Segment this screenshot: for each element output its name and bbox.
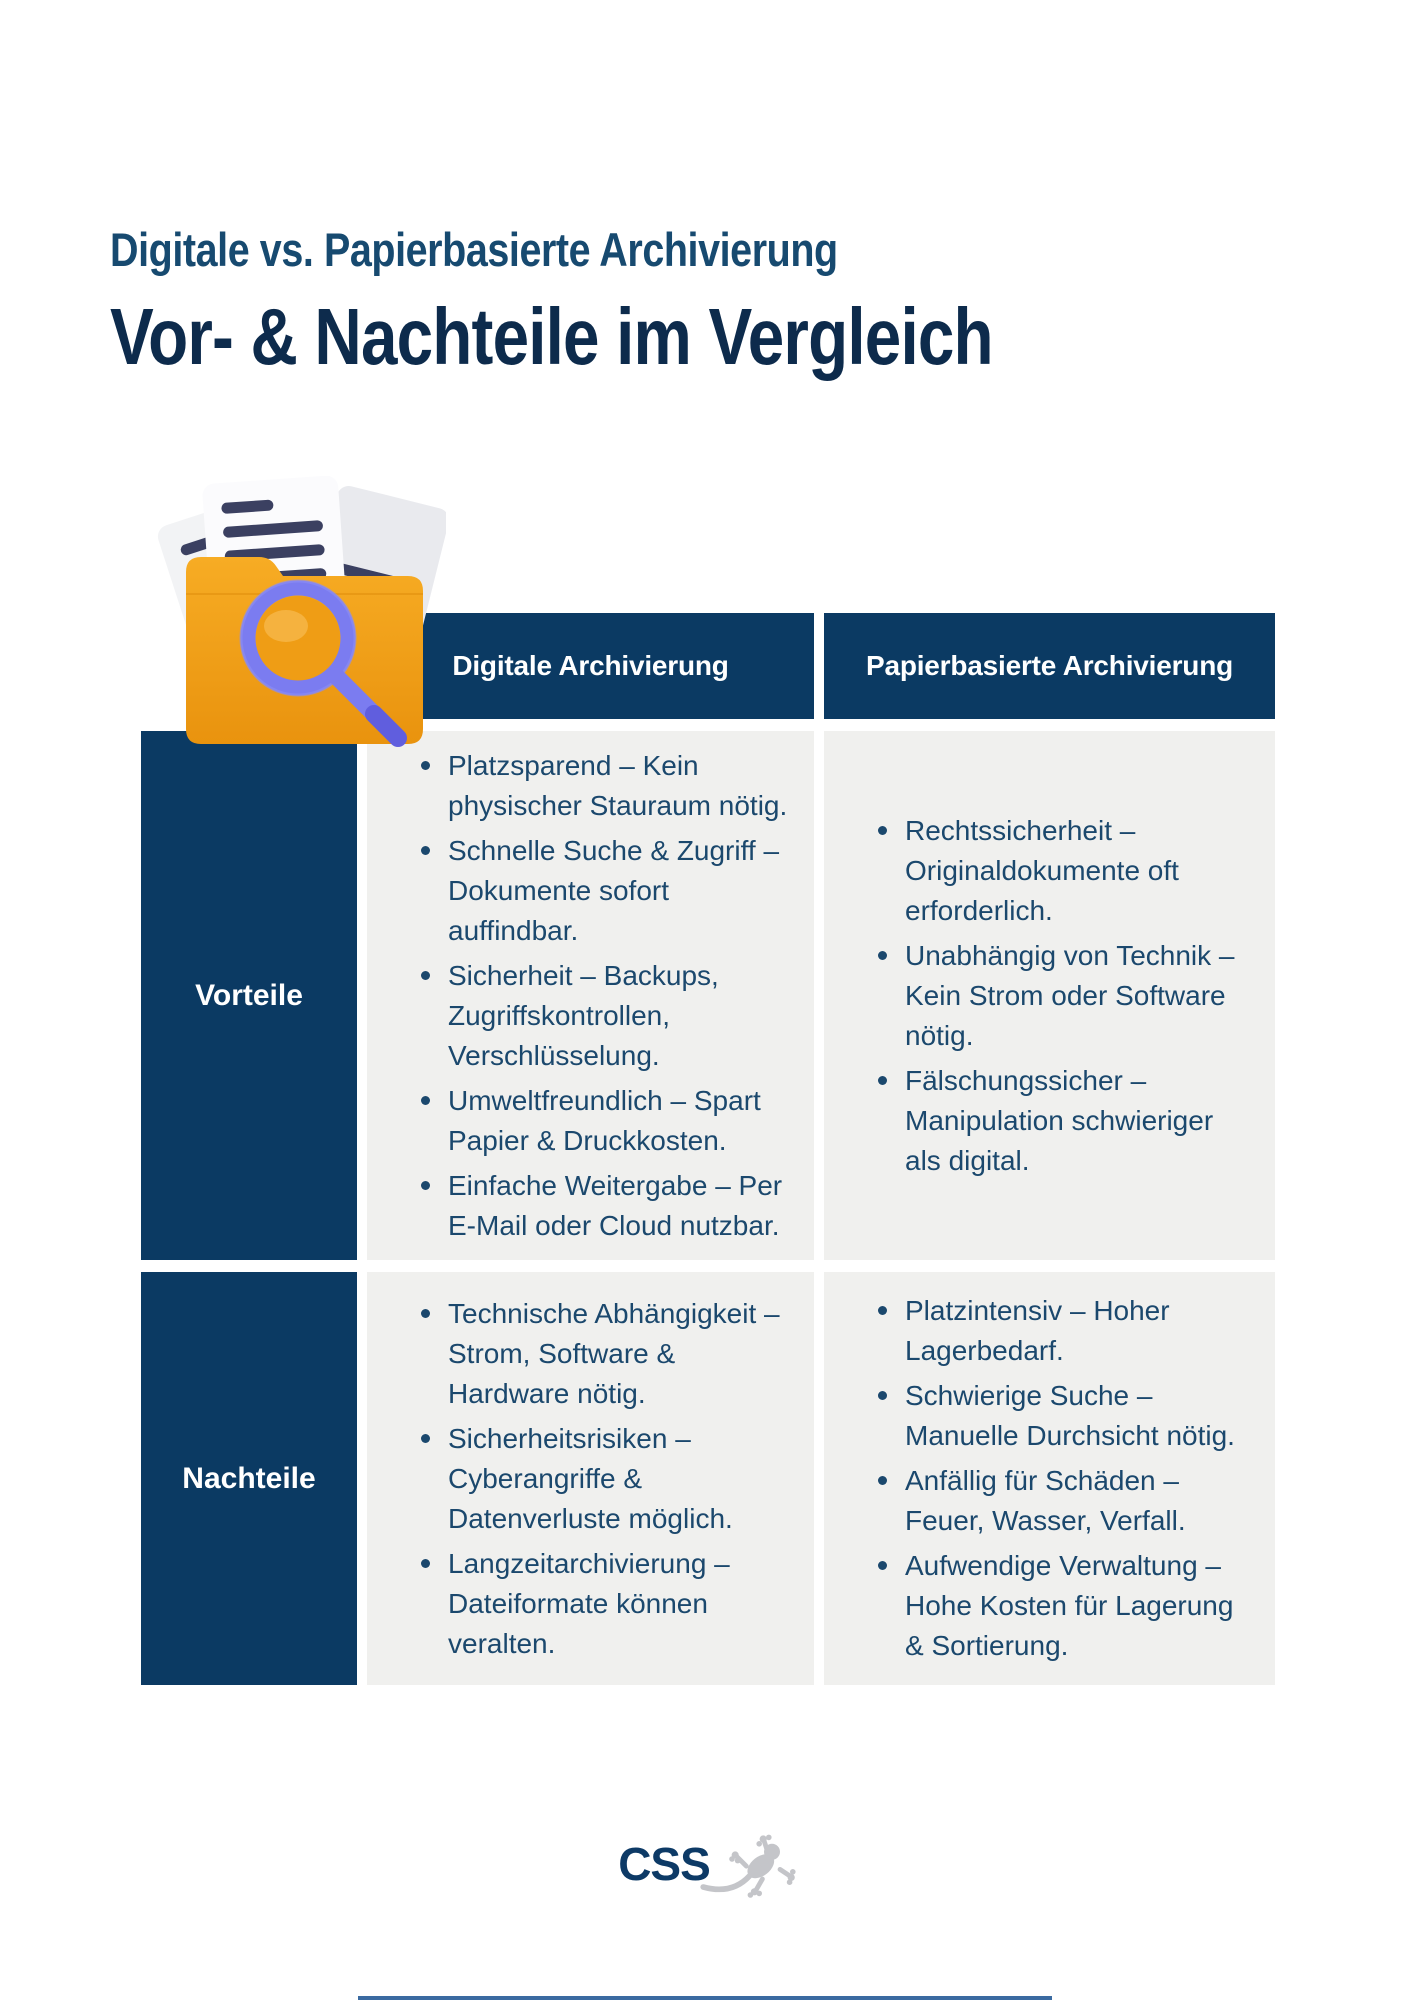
bullet-item: Anfällig für Schäden – Feuer, Wasser, Verfall.	[876, 1461, 1251, 1541]
page-subtitle: Digitale vs. Papierbasierte Archivierung	[110, 223, 838, 276]
bullet-item: Einfache Weitergabe – Per E-Mail oder Cloud nutzbar.	[419, 1166, 790, 1246]
bullet-item: Sicherheitsrisiken – Cyberangriffe & Datenverluste möglich.	[419, 1419, 790, 1539]
heading-block	[110, 222, 1310, 383]
archive-folder-search-icon	[146, 476, 446, 748]
bullet-item: Langzeitarchivierung – Dateiformate können veralten.	[419, 1544, 790, 1664]
archive-illustration	[146, 476, 446, 748]
bullet-list	[367, 746, 814, 1246]
column-header-paper: Papierbasierte Archivierung	[824, 613, 1275, 719]
gecko-icon	[700, 1834, 796, 1900]
cell-nachteile-digital	[367, 1272, 814, 1685]
bullet-item: Rechtssicherheit – Originaldokumente oft erforderlich.	[876, 811, 1251, 931]
bullet-item: Umweltfreundlich – Spart Papier & Druckkosten.	[419, 1081, 790, 1161]
bullet-item: Platzintensiv – Hoher Lagerbedarf.	[876, 1291, 1251, 1371]
bullet-list	[824, 811, 1275, 1181]
bullet-item: Unabhängig von Technik – Kein Strom oder Software nötig.	[876, 936, 1251, 1056]
bullet-item: Fälschungssicher – Manipulation schwieriger als digital.	[876, 1061, 1251, 1181]
cell-nachteile-paper	[824, 1272, 1275, 1685]
bullet-item: Aufwendige Verwaltung – Hohe Kosten für Lagerung & Sortierung.	[876, 1546, 1251, 1666]
cell-vorteile-paper	[824, 731, 1275, 1260]
comparison-table	[141, 613, 1275, 1685]
bullet-list	[824, 1291, 1275, 1666]
bullet-item: Platzsparend – Kein physischer Stauraum nötig.	[419, 746, 790, 826]
css-logo-text: CSS	[618, 1838, 710, 1890]
column-header-digital: Digitale Archivierung	[367, 613, 814, 719]
footer	[0, 1828, 1414, 1900]
page-title: Vor- & Nachteile im Vergleich	[110, 292, 993, 381]
row-label-vorteile: Vorteile	[141, 731, 357, 1260]
bullet-item: Sicherheit – Backups, Zugriffskontrollen, Verschlüsselung.	[419, 956, 790, 1076]
cell-vorteile-digital	[367, 731, 814, 1260]
bullet-list	[367, 1294, 814, 1664]
bottom-accent-line	[358, 1996, 1052, 2000]
row-label-nachteile: Nachteile	[141, 1272, 357, 1685]
bullet-item: Schwierige Suche – Manuelle Durchsicht nötig.	[876, 1376, 1251, 1456]
bullet-item: Schnelle Suche & Zugriff – Dokumente sofort auffindbar.	[419, 831, 790, 951]
bullet-item: Technische Abhängigkeit – Strom, Software & Hardware nötig.	[419, 1294, 790, 1414]
